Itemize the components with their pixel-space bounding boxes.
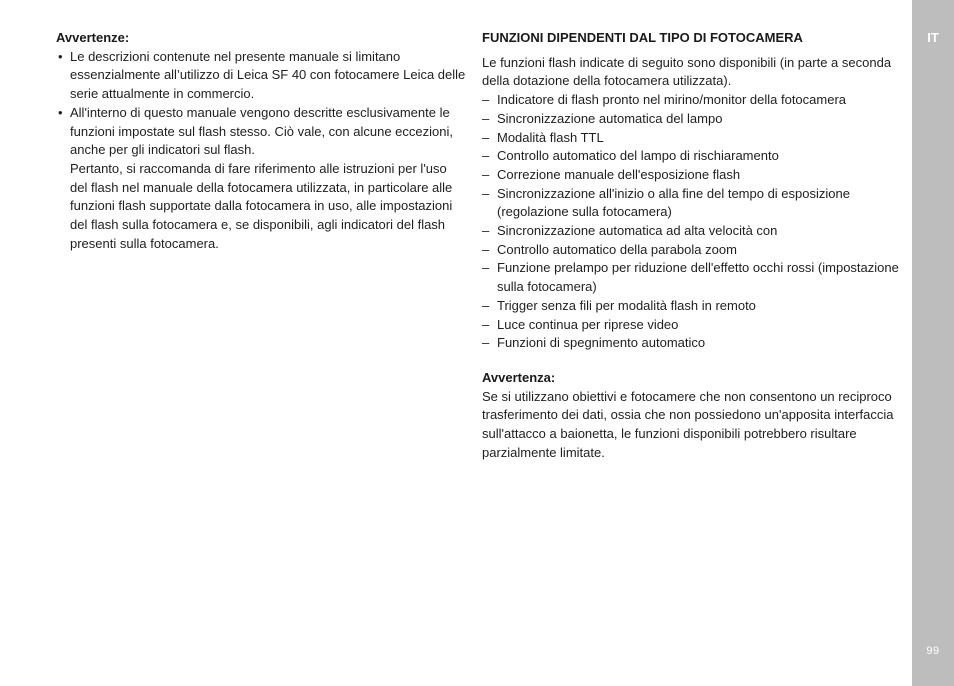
dash-icon: – — [482, 92, 490, 108]
feature-item — [482, 334, 902, 353]
dash-icon: – — [482, 110, 490, 126]
feature-item — [482, 297, 902, 316]
feature-text: Funzioni di spegnimento automatico — [497, 335, 706, 351]
dash-icon: – — [482, 297, 490, 313]
language-sidebar — [912, 0, 954, 686]
feature-text: Correzione manuale dell'esposizione flash — [497, 166, 741, 182]
feature-item — [482, 222, 902, 241]
section-intro: Le funzioni flash indicate di seguito sono disponibili (in parte a seconda della dotazione della fotocamera utilizzata). — [482, 54, 892, 89]
feature-item — [482, 241, 902, 260]
feature-item — [482, 147, 902, 166]
note-text: Se si utilizzano obiettivi e fotocamere che non consentono un reciproco trasferimento dei dati, ossia che non possiedono un'apposita interfaccia sull'attacco a baionetta, le funzioni disponibili potrebbero risultare parzialmente limitate. — [482, 388, 894, 460]
feature-text: Trigger senza fili per modalità flash in remoto — [497, 297, 756, 313]
note-heading: Avvertenza: — [482, 369, 556, 385]
dash-icon: – — [482, 316, 490, 332]
right-column — [482, 29, 902, 462]
warnings-list — [56, 48, 466, 254]
feature-item — [482, 185, 902, 222]
feature-item — [482, 259, 902, 296]
dash-icon: – — [482, 129, 490, 145]
feature-item — [482, 166, 902, 185]
warning-text-2-continuation: Pertanto, si raccomanda di fare riferimento alle istruzioni per l'uso del flash nel manuale della fotocamera utilizzata, in particolare alle funzioni flash supportate dalla fotocamera in uso, alle impostazioni del flash sulla fotocamera e, se disponibili, agli indicatori del flash presenti sulla fotocamera. — [70, 160, 453, 251]
dash-icon: – — [482, 166, 490, 182]
page-number: 99 — [926, 645, 940, 657]
dash-icon: – — [482, 185, 490, 201]
warning-text-1: Le descrizioni contenute nel presente manuale si limitano essenzialmente all’utilizzo di Leica SF 40 con fotocamere Leica delle serie attualmente in commercio. — [70, 48, 466, 102]
feature-text: Indicatore di flash pronto nel mirino/monitor della fotocamera — [497, 92, 847, 108]
language-tab: IT — [927, 30, 939, 45]
dash-icon: – — [482, 223, 490, 239]
bullet-icon: • — [58, 104, 63, 120]
feature-text: Modalità flash TTL — [497, 129, 604, 145]
feature-text: Sincronizzazione automatica del lampo — [497, 110, 723, 126]
dash-icon: – — [482, 148, 490, 164]
feature-text: Controllo automatico del lampo di rischiaramento — [497, 148, 779, 164]
dash-icon: – — [482, 241, 490, 257]
warning-text-2: All'interno di questo manuale vengono descritte esclusivamente le funzioni impostate sul flash stesso. Ciò vale, con alcune eccezioni, anche per gli indicatori sul flash. — [70, 104, 453, 158]
warning-item-1 — [56, 48, 466, 104]
feature-item — [482, 91, 902, 110]
warnings-heading: Avvertenze: — [56, 30, 130, 45]
feature-item — [482, 129, 902, 148]
dash-icon: – — [482, 260, 490, 276]
feature-text: Luce continua per riprese video — [497, 316, 679, 332]
features-list — [482, 91, 902, 353]
section-title: FUNZIONI DIPENDENTI DAL TIPO DI FOTOCAMERA — [482, 30, 803, 45]
feature-text: Sincronizzazione all'inizio o alla fine del tempo di esposizione (regolazione sulla fotocamera) — [497, 185, 850, 220]
feature-text: Sincronizzazione automatica ad alta velocità con — [497, 223, 778, 239]
bullet-icon: • — [58, 48, 63, 64]
feature-text: Funzione prelampo per riduzione dell'effetto occhi rossi (impostazione sulla fotocamera) — [497, 260, 899, 295]
feature-text: Controllo automatico della parabola zoom — [497, 241, 737, 257]
feature-item — [482, 110, 902, 129]
feature-item — [482, 316, 902, 335]
left-column — [56, 29, 466, 253]
warning-item-2 — [56, 104, 466, 254]
dash-icon: – — [482, 335, 490, 351]
